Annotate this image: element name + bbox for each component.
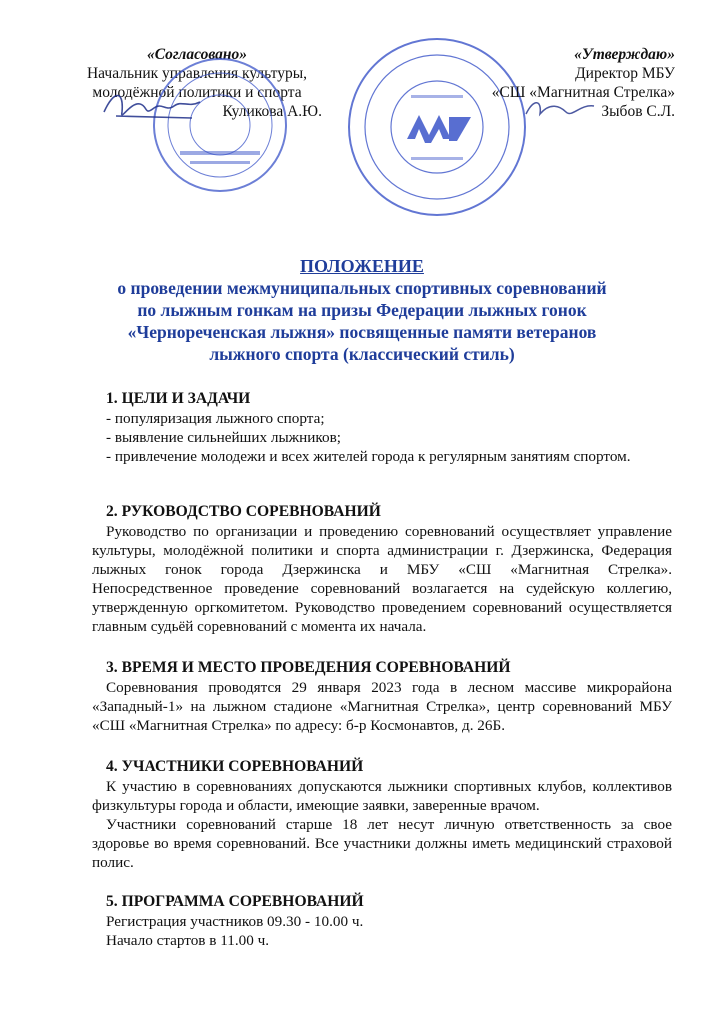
section-goals bbox=[92, 389, 672, 466]
program-line: Регистрация участников 09.30 - 10.00 ч. bbox=[106, 913, 364, 930]
section-paragraph: Соревнования проводятся 29 января 2023 года в лесном массиве микрорайона «Западный-1» на лыжном стадионе «Магнитная Стрелка», центр соревнований МБУ «СШ «Магнитная Стрелка» по адресу: б-р Космонавтов, д. 26Б. bbox=[92, 679, 672, 734]
approved-position-line2: «СШ «Магнитная Стрелка» bbox=[491, 84, 675, 101]
approved-signer-name: Зыбов С.Л. bbox=[601, 103, 675, 120]
list-item: - выявление сильнейших лыжников; bbox=[106, 429, 342, 446]
section-heading: 4. УЧАСТНИКИ СОРЕВНОВАНИЙ bbox=[106, 758, 364, 775]
approved-caption: «Утверждаю» bbox=[574, 46, 675, 63]
title-line-2: по лыжным гонкам на призы Федерации лыжных гонок bbox=[137, 300, 587, 320]
list-item: - популяризация лыжного спорта; bbox=[106, 410, 325, 427]
agreed-signer-name: Куликова А.Ю. bbox=[222, 103, 322, 120]
list-item: - привлечение молодежи и всех жителей города к регулярным занятиям спортом. bbox=[106, 448, 631, 465]
agreed-position-line2: молодёжной политики и спорта bbox=[92, 84, 302, 101]
title-line-1: о проведении межмуниципальных спортивных соревнований bbox=[117, 278, 607, 298]
left-signature-icon bbox=[96, 82, 206, 127]
section-time-place bbox=[92, 658, 672, 735]
section-management bbox=[92, 502, 672, 636]
section-heading: 5. ПРОГРАММА СОРЕВНОВАНИЙ bbox=[106, 893, 364, 910]
section-paragraph: Руководство по организации и проведению соревнований осуществляет управление культуры, молодёжной политики и спорта администрации г. Дзержинска, Федерация лыжных гонок города Дзержинска и МБУ «СШ «Магнитная Стрелка». Непосредственное проведение соревнований возлагается на судейскую коллегию, утвержденную оргкомитетом. Руководство проведением соревнований осуществляется главным судьёй соревнований с момента их начала. bbox=[92, 523, 672, 635]
document-title bbox=[72, 255, 652, 365]
section-heading: 3. ВРЕМЯ И МЕСТО ПРОВЕДЕНИЯ СОРЕВНОВАНИЙ bbox=[106, 659, 511, 676]
title-line-3: «Чернореченская лыжня» посвященные памяти ветеранов bbox=[127, 322, 597, 342]
section-program bbox=[92, 892, 672, 950]
section-paragraph: Участники соревнований старше 18 лет несут личную ответственность за свое здоровье во время соревнований. Все участники должны иметь медицинский страховой полис. bbox=[92, 816, 672, 871]
section-participants bbox=[92, 757, 672, 872]
title-line-4: лыжного спорта (классический стиль) bbox=[209, 344, 515, 364]
section-paragraph: К участию в соревнованиях допускаются лыжники спортивных клубов, коллективов физкультуры города и области, имеющие заявки, заверенные врачом. bbox=[92, 778, 672, 814]
program-line: Начало стартов в 11.00 ч. bbox=[106, 932, 270, 949]
right-signature-icon bbox=[520, 88, 600, 128]
section-heading: 1. ЦЕЛИ И ЗАДАЧИ bbox=[106, 390, 251, 407]
agreed-caption: «Согласовано» bbox=[146, 46, 248, 63]
title-main: ПОЛОЖЕНИЕ bbox=[300, 256, 424, 276]
agreed-position-line1: Начальник управления культуры, bbox=[86, 65, 307, 82]
approved-position-line1: Директор МБУ bbox=[575, 65, 675, 82]
section-heading: 2. РУКОВОДСТВО СОРЕВНОВАНИЙ bbox=[106, 503, 381, 520]
